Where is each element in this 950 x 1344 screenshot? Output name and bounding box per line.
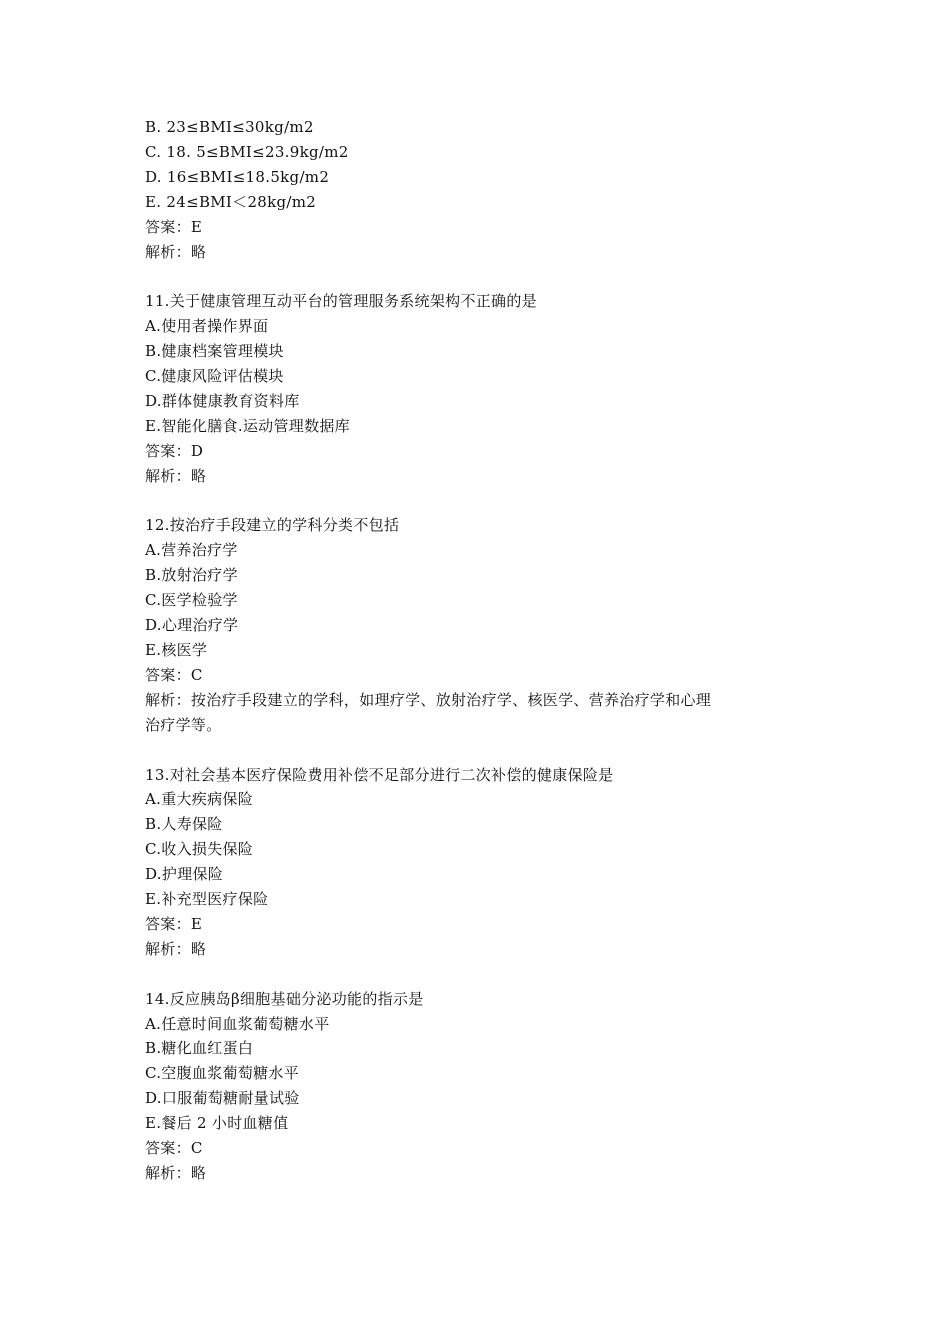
- analysis-line: 解析：略: [145, 242, 207, 261]
- option-b: B. 23≤BMI≤30kg/m2: [145, 118, 314, 136]
- spacer: [145, 962, 825, 987]
- option-b: B.人寿保险: [145, 815, 223, 834]
- analysis-line: 解析：略: [145, 939, 207, 958]
- question-stem: 12.按治疗手段建立的学科分类不包括: [145, 516, 400, 535]
- option-e: E. 24≤BMI＜28kg/m2: [145, 192, 317, 211]
- option-e: E.智能化膳食.运动管理数据库: [145, 416, 350, 435]
- option-b: B.放射治疗学: [145, 566, 238, 585]
- answer-line: 答案：C: [145, 1139, 203, 1158]
- spacer: [145, 738, 825, 763]
- question-13: [145, 763, 825, 962]
- option-a: A.重大疾病保险: [145, 790, 254, 809]
- option-c: C. 18. 5≤BMI≤23.9kg/m2: [145, 142, 349, 161]
- analysis-line: 解析：略: [145, 466, 207, 485]
- spacer: [145, 489, 825, 514]
- answer-line: 答案：E: [145, 217, 203, 236]
- option-c: C.空腹血浆葡萄糖水平: [145, 1064, 300, 1083]
- document-page: [145, 115, 825, 1186]
- answer-line: 答案：E: [145, 914, 203, 933]
- option-a: A.任意时间血浆葡萄糖水平: [145, 1014, 330, 1033]
- question-14: [145, 987, 825, 1186]
- option-d: D.群体健康教育资料库: [145, 391, 300, 410]
- option-d: D.心理治疗学: [145, 616, 239, 635]
- option-c: C.健康风险评估模块: [145, 367, 284, 386]
- option-b: B.糖化血红蛋白: [145, 1039, 254, 1058]
- option-e: E.补充型医疗保险: [145, 890, 269, 909]
- analysis-line: 解析：按治疗手段建立的学科，如理疗学、放射治疗学、核医学、营养治疗学和心理: [145, 690, 712, 709]
- option-d: D.护理保险: [145, 865, 224, 884]
- option-d: D. 16≤BMI≤18.5kg/m2: [145, 167, 330, 186]
- option-c: C.医学检验学: [145, 591, 238, 610]
- option-b: B.健康档案管理模块: [145, 342, 284, 361]
- option-c: C.收入损失保险: [145, 840, 254, 859]
- question-stem: 13.对社会基本医疗保险费用补偿不足部分进行二次补偿的健康保险是: [145, 765, 614, 784]
- analysis-line: 解析：略: [145, 1164, 207, 1182]
- spacer: [145, 264, 825, 289]
- question-stem: 11.关于健康管理互动平台的管理服务系统架构不正确的是: [145, 292, 537, 311]
- option-e: E.核医学: [145, 641, 208, 659]
- answer-line: 答案：D: [145, 441, 204, 460]
- question-stem: 14.反应胰岛β细胞基础分泌功能的指示是: [145, 989, 424, 1008]
- analysis-line-continued: 治疗学等。: [145, 715, 222, 734]
- answer-line: 答案：C: [145, 665, 203, 684]
- option-d: D.口服葡萄糖耐量试验: [145, 1089, 300, 1108]
- option-e: E.餐后 2 小时血糖值: [145, 1114, 289, 1133]
- option-a: A.营养治疗学: [145, 541, 238, 560]
- option-a: A.使用者操作界面: [145, 317, 269, 336]
- question-fragment: [145, 115, 825, 264]
- question-11: [145, 289, 825, 488]
- question-12: [145, 513, 825, 737]
